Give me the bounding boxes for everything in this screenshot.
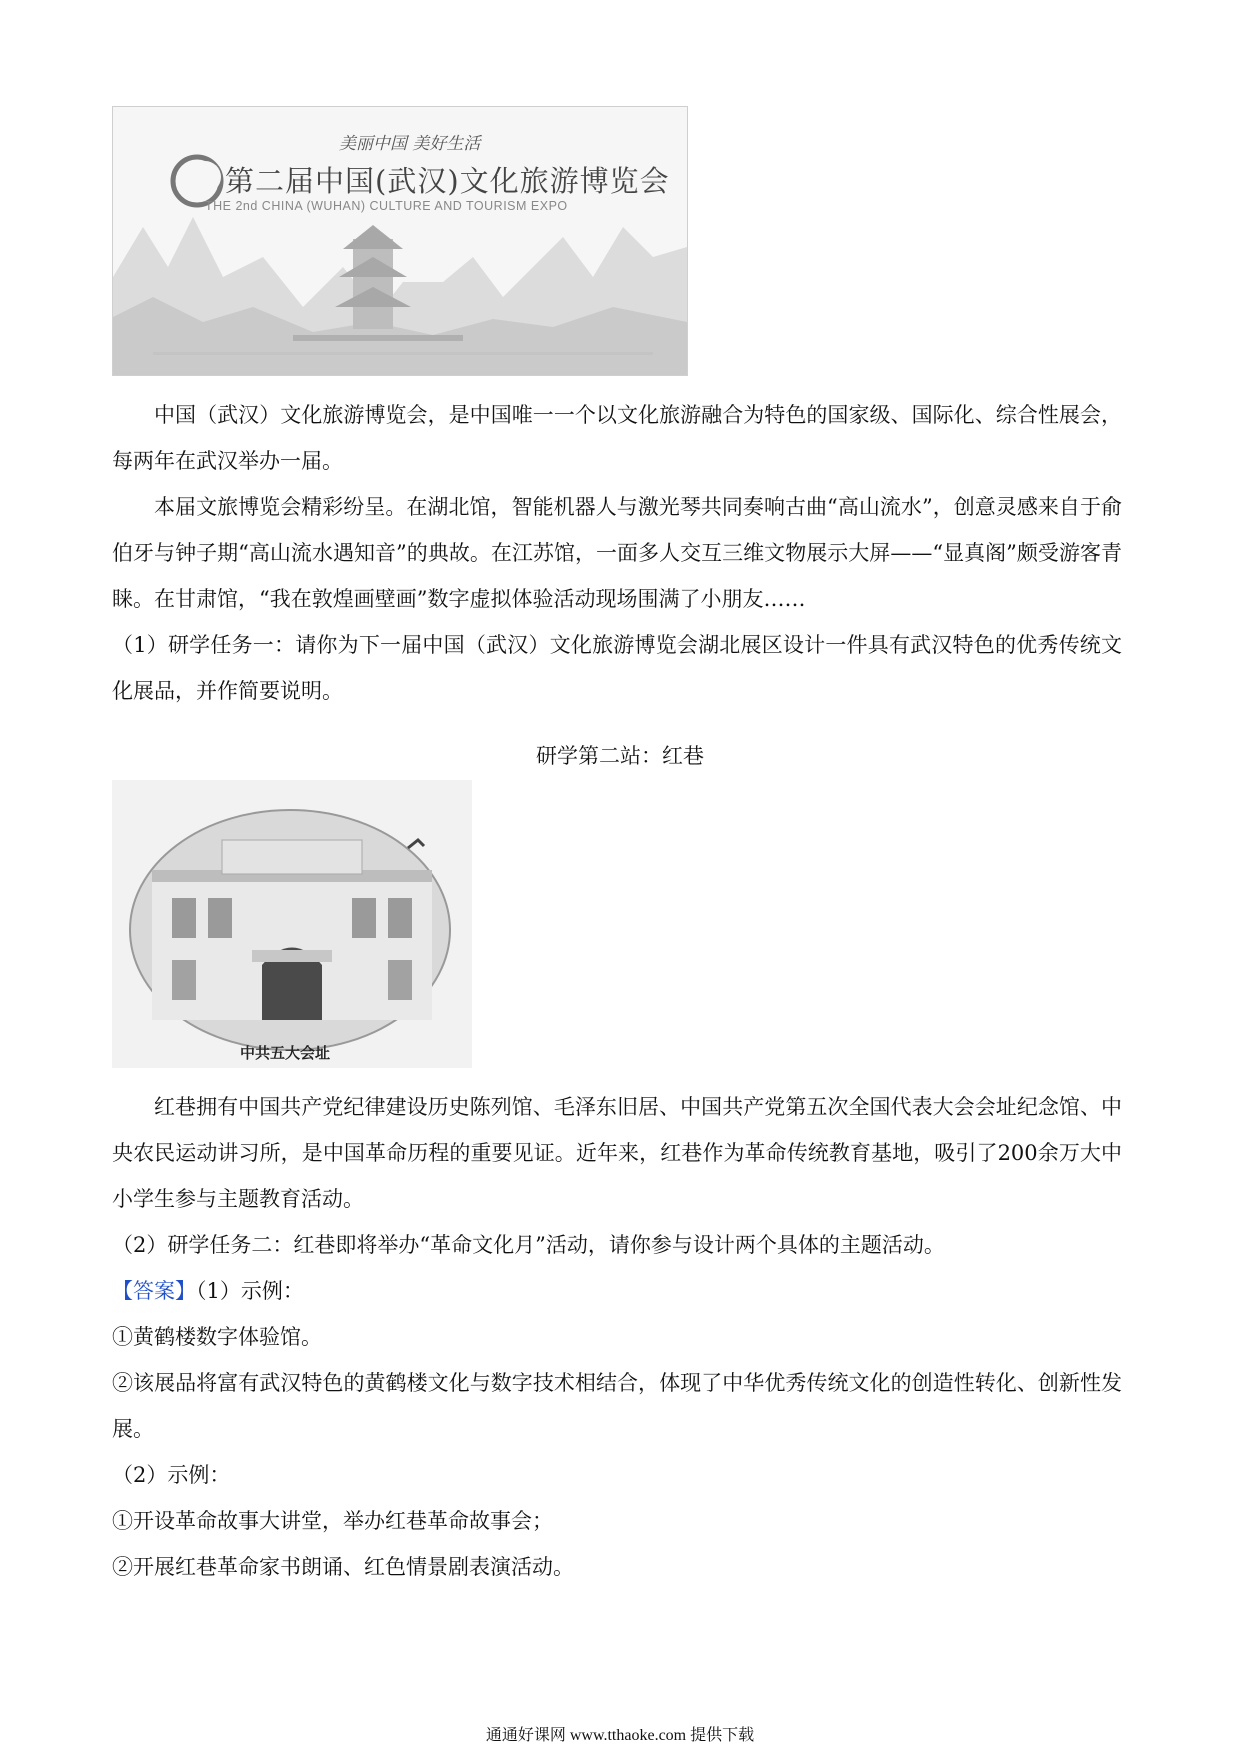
paragraph-expo-intro: 中国（武汉）文化旅游博览会，是中国唯一一个以文化旅游融合为特色的国家级、国际化、综合性展会，每两年在武汉举办一届。 [112, 403, 1122, 473]
answer-part1-head: （1）示例： [196, 1279, 304, 1303]
answer-part1-item2: ②该展品将富有武汉特色的黄鹤楼文化与数字技术相结合，体现了中华优秀传统文化的创造性转化、创新性发展。 [112, 1371, 1122, 1441]
answer-tag: 【答案】 [112, 1279, 196, 1303]
poster-slogan: 美丽中国 美好生活 [339, 134, 481, 154]
fifth-congress-site-photo [112, 780, 472, 1068]
photo-caption: 中共五大会址 [240, 1044, 331, 1062]
answer-line [112, 1268, 1122, 1314]
answer-part2-head: （2）示例： [112, 1463, 231, 1487]
page-footer: 通通好课网 www.tthaoke.com 提供下载 [485, 1727, 755, 1744]
paragraph-expo-highlights: 本届文旅博览会精彩纷呈。在湖北馆，智能机器人与激光琴共同奏响古曲“高山流水”，创意灵感来自于俞伯牙与钟子期“高山流水遇知音”的典故。在江苏馆，一面多人交互三维文物展示大屏——“显真阁”颇受游客青睐。在甘肃馆，“我在敦煌画壁画”数字虚拟体验活动现场围满了小朋友…… [112, 495, 1122, 611]
paragraph-red-lane-intro: 红巷拥有中国共产党纪律建设历史陈列馆、毛泽东旧居、中国共产党第五次全国代表大会会址纪念馆、中央农民运动讲习所，是中国革命历程的重要见证。近年来，红巷作为革命传统教育基地，吸引了200余万大中小学生参与主题教育活动。 [112, 1095, 1122, 1211]
answer-part2-item2: ②开展红巷革命家书朗诵、红色情景剧表演活动。 [112, 1555, 574, 1579]
task-two: （2）研学任务二：红巷即将举办“革命文化月”活动，请你参与设计两个具体的主题活动。 [112, 1233, 945, 1257]
section-heading-red-lane: 研学第二站：红巷 [536, 744, 704, 768]
expo-poster-image [112, 106, 688, 376]
answer-part1-item1: ①黄鹤楼数字体验馆。 [112, 1325, 322, 1349]
task-one: （1）研学任务一：请你为下一届中国（武汉）文化旅游博览会湖北展区设计一件具有武汉特色的优秀传统文化展品，并作简要说明。 [112, 633, 1122, 703]
poster-title: 第二届中国(武汉)文化旅游博览会 [225, 164, 670, 198]
poster-subtitle: THE 2nd CHINA (WUHAN) CULTURE AND TOURISM EXPO [205, 199, 568, 213]
answer-part2-item1: ①开设革命故事大讲堂，举办红巷革命故事会； [112, 1509, 553, 1533]
building-illustration [112, 780, 472, 1068]
